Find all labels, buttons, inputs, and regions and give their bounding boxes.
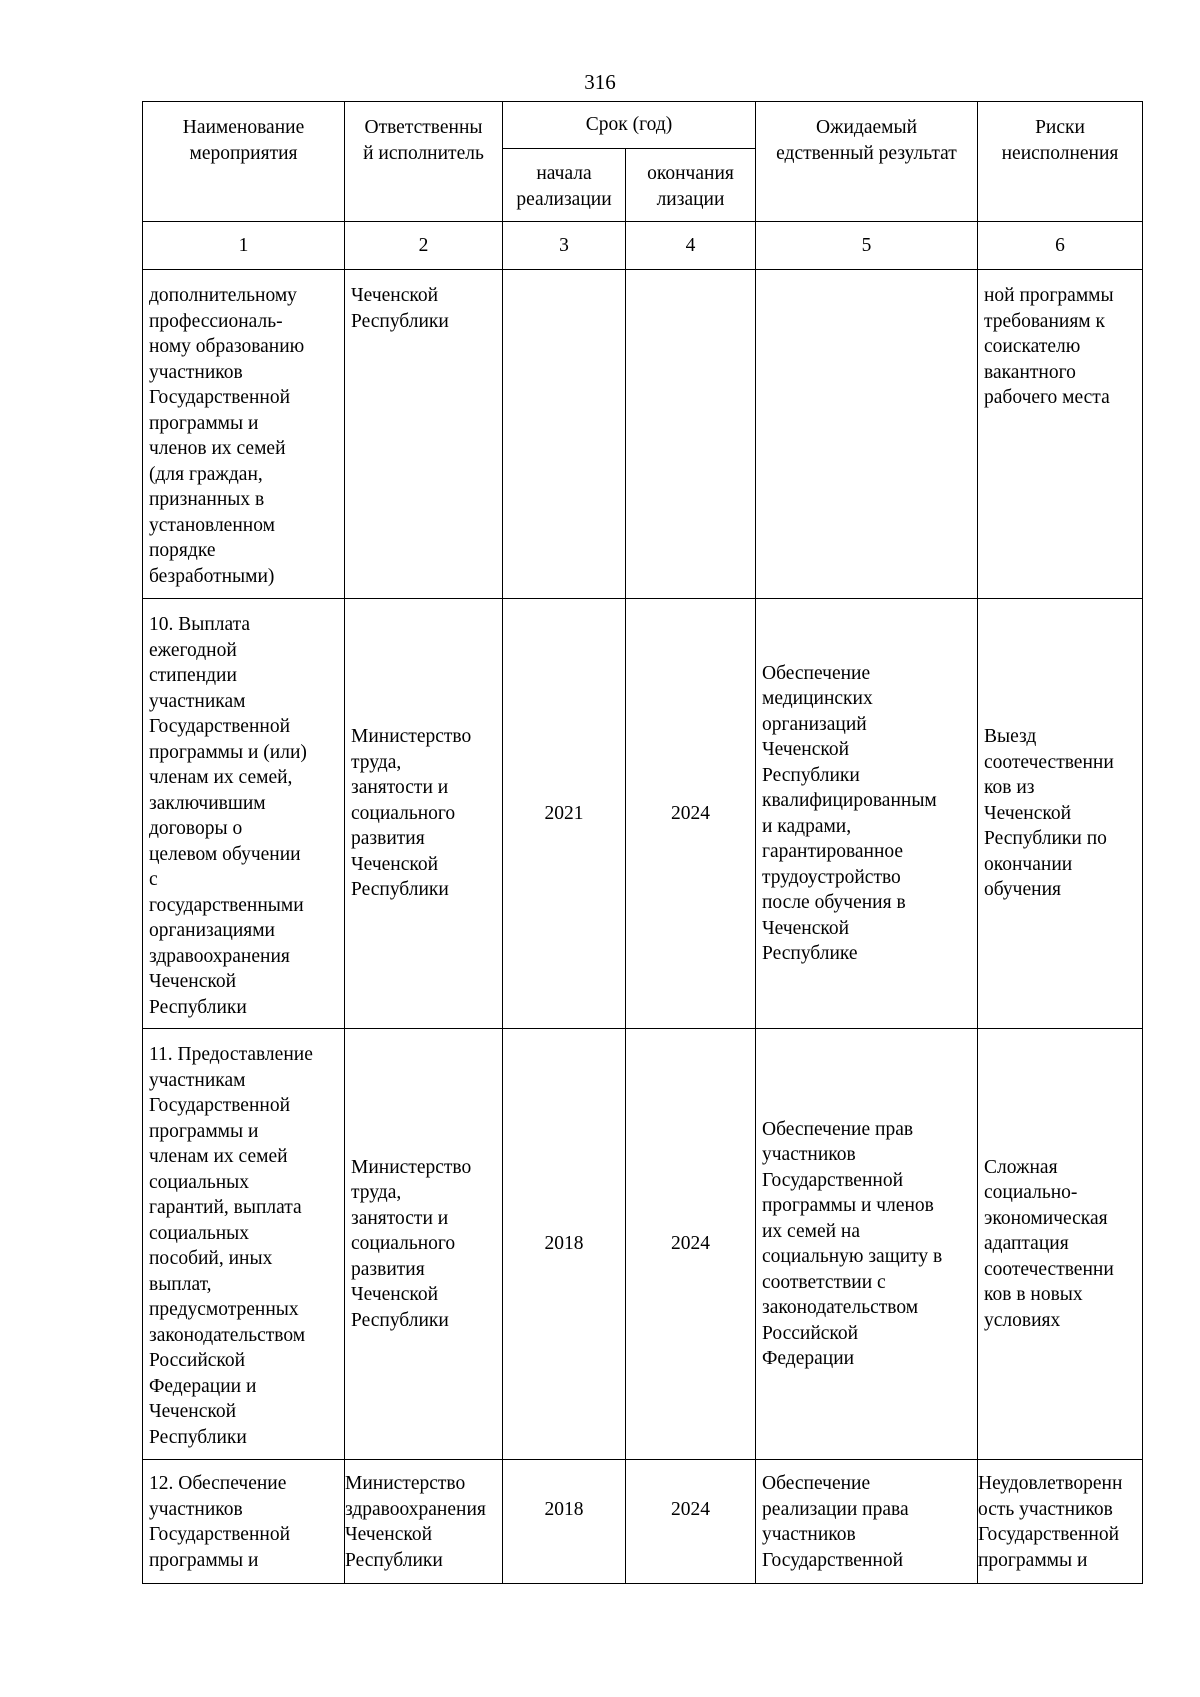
start-year-cell: 2021 [503, 599, 626, 1029]
column-number: 4 [626, 222, 756, 270]
column-number-row [143, 222, 1143, 270]
program-table-wrapper [142, 101, 1143, 1584]
executor-cell: Министерство труда, занятости и социального развития Чеченской Республики [345, 599, 503, 1029]
risks-cell: Выезд соотечественни ков из Чеченской Республики по окончании обучения [978, 599, 1143, 1029]
column-number: 6 [978, 222, 1143, 270]
table-row [143, 599, 1143, 1029]
header-start-year: начала реализации [503, 149, 626, 222]
end-year-cell [626, 270, 756, 599]
measure-name-cell: 10. Выплата ежегодной стипендии участникам Государственной программы и (или) членам их семей, заключившим договоры о целевом обучении с государственными организациями здравоохранения Чеченской Республики [143, 599, 345, 1029]
column-number: 1 [143, 222, 345, 270]
executor-cell: Министерство труда, занятости и социального развития Чеченской Республики [345, 1029, 503, 1460]
result-cell: Обеспечение прав участников Государственной программы и членов их семей на социальную защиту в соответствии с законодательством Российской Федерации [756, 1029, 978, 1460]
header-risks: Риски неисполнения [978, 102, 1143, 222]
header-row-1 [143, 102, 1143, 149]
risks-cell: Неудовлетворенн ость участников Государственной программы и [978, 1460, 1143, 1584]
executor-cell: Министерство здравоохранения Чеченской Республики [345, 1460, 503, 1584]
start-year-cell [503, 270, 626, 599]
result-cell: Обеспечение реализации права участников Государственной [756, 1460, 978, 1584]
measure-name-cell: 12. Обеспечение участников Государственной программы и [143, 1460, 345, 1584]
column-number: 3 [503, 222, 626, 270]
end-year-cell: 2024 [626, 1460, 756, 1584]
table-row [143, 270, 1143, 599]
risks-cell: ной программы требованиям к соискателю вакантного рабочего места [978, 270, 1143, 599]
measure-name-cell: дополнительному профессиональ- ному образованию участников Государственной программы и членов их семей (для граждан, признанных в установленном порядке безработными) [143, 270, 345, 599]
column-number: 5 [756, 222, 978, 270]
result-cell: Обеспечение медицинских организаций Чеченской Республики квалифицированным и кадрами, гарантированное трудоустройство после обучения в Чеченской Республике [756, 599, 978, 1029]
end-year-cell: 2024 [626, 599, 756, 1029]
risks-cell: Сложная социально- экономическая адаптация соотечественни ков в новых условиях [978, 1029, 1143, 1460]
column-number: 2 [345, 222, 503, 270]
header-term-group: Срок (год) [503, 102, 756, 149]
result-cell [756, 270, 978, 599]
table-row [143, 1029, 1143, 1460]
measure-name-cell: 11. Предоставление участникам Государственной программы и членам их семей социальных гарантий, выплата социальных пособий, иных выплат, предусмотренных законодательством Российской Федерации и Чеченской Республики [143, 1029, 345, 1460]
header-expected-result: Ожидаемый едственный результат [756, 102, 978, 222]
end-year-cell: 2024 [626, 1029, 756, 1460]
header-end-year: окончания лизации [626, 149, 756, 222]
header-responsible-executor: Ответственны й исполнитель [345, 102, 503, 222]
start-year-cell: 2018 [503, 1029, 626, 1460]
page-number: 316 [584, 70, 616, 94]
program-measures-table [142, 101, 1143, 1584]
header-measure-name: Наименование мероприятия [143, 102, 345, 222]
executor-cell: Чеченской Республики [345, 270, 503, 599]
start-year-cell: 2018 [503, 1460, 626, 1584]
table-row [143, 1460, 1143, 1584]
